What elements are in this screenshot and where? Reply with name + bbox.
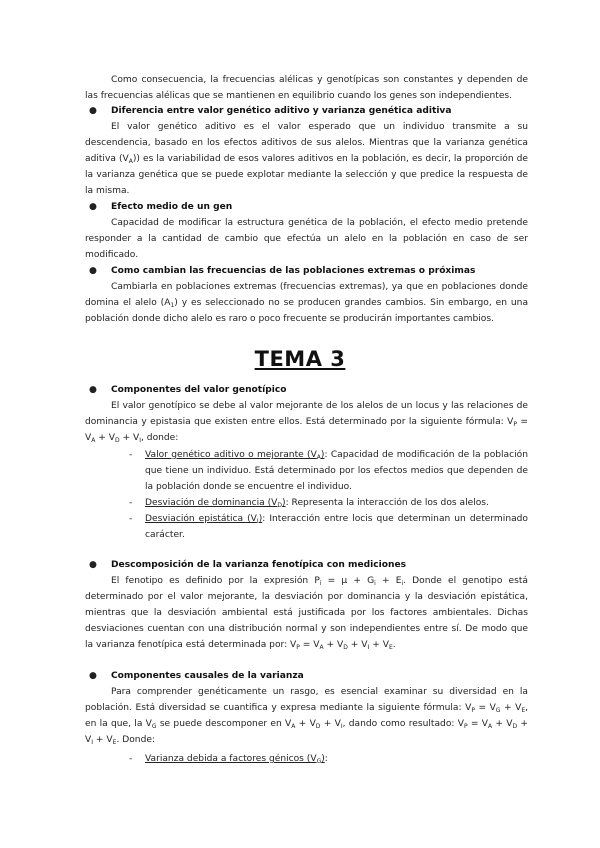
paragraph-descomposicion: El fenotipo es definido por la expresión $P_i = \mu + G_i + E_i$. Donde el genotipo está determinado por el valor mejorante, la desviación por dominancia y la desviación epistática, mientras que la desviación ambiental está justificada por los factores ambientales. Dichas desviaciones cuentan con una distribución normal y son independientes entre sí. De modo que la varianza fenotípica está determinada por: $V_P = V_A + V_D + V_I + V_E$.	[85, 576, 528, 651]
list-item: - Desviación de dominancia $(V_D)$: Representa la interacción de los dos alelos.	[129, 498, 489, 509]
sub-list	[85, 447, 528, 543]
page-title: TEMA 3	[254, 347, 346, 371]
section-componentes-causales	[85, 668, 528, 767]
paragraph-genotipico: El valor genotípico se debe al valor mejorante de los alelos de un locus y las relaciones de dominancia y epistasia que existen entre ellos. Está determinado por la siguiente fórmula: $V_P = V_A + V_D + V_I$, donde:	[85, 401, 528, 444]
bullet-heading	[85, 199, 528, 215]
bullet-title: Diferencia entre valor genético aditivo y varianza genética aditiva	[111, 106, 452, 116]
bullet-icon: ●	[89, 385, 97, 395]
paragraph-aditivo: El valor genético aditivo es el valor esperado que un individuo transmite a su descendencia, basado en los efectos aditivos de sus alelos. Mientras que la varianza genética aditiva $(V_A)$) es la variabilidad de esos valores aditivos en la población, es decir, la proporción de la varianza genética que se puede explotar mediante la selección y que predice la respuesta de la misma.	[85, 122, 528, 196]
list-item: - Valor genético aditivo o mejorante $(V_A)$: Capacidad de modificación de la población que tiene un individuo. Está determinado por los efectos medios que dependen de la población donde se encuentre el individuo.	[129, 450, 528, 492]
bullet-heading	[85, 668, 528, 684]
bullet-title: Componentes causales de la varianza	[111, 671, 304, 681]
list-item: - Varianza debida a factores génicos $(V_G)$:	[129, 754, 328, 765]
paragraph-frecuencias: Cambiarla en poblaciones extremas (frecuencias extremas), ya que en poblaciones donde domina el alelo $(A_1)$ y es seleccionado no se producen grandes cambios. Sin embargo, en una población donde dicho alelo es raro o poco frecuente se producirán importantes cambios.	[85, 282, 529, 324]
bullet-heading	[85, 382, 528, 398]
section-componentes-genotipico	[85, 382, 528, 543]
section-efecto-medio	[85, 199, 528, 263]
list-item: - Desviación epistática $(V_I)$: Interacción entre locis que determinan un determinado carácter.	[129, 514, 528, 540]
bullet-title: Efecto medio de un gen	[111, 202, 233, 212]
section-frecuencias-extremas	[85, 263, 528, 327]
section-aditivo	[85, 103, 528, 199]
bullet-icon: ●	[89, 202, 97, 212]
paragraph-text: Como consecuencia, la frecuencias alélicas y genotípicas son constantes y dependen de las frecuencias alélicas que se mantienen en equilibrio cuando los genes son independientes.	[85, 75, 528, 101]
sub-list	[85, 751, 528, 767]
bullet-icon: ●	[89, 560, 97, 570]
bullet-heading	[85, 103, 528, 119]
bullet-heading	[85, 557, 528, 573]
bullet-title: Componentes del valor genotípico	[111, 385, 287, 395]
bullet-title: Como cambian las frecuencias de las poblaciones extremas o próximas	[111, 266, 476, 276]
bullet-icon: ●	[89, 266, 97, 276]
paragraph-causales: Para comprender genéticamente un rasgo, es esencial examinar su diversidad en la población. Está diversidad se cuantifica y expresa mediante la siguiente fórmula: $V_P = V_G + V_E$, en la que, la $V_G$ se puede descomponer en $V_A + V_D + V_I$, dando como resultado: $V_P = V_A + V_D + V_I + V_E$. Donde:	[85, 687, 529, 746]
bullet-heading	[85, 263, 528, 279]
section-descomposicion	[85, 557, 528, 653]
paragraph-efecto-medio: Capacidad de modificar la estructura genética de la población, el efecto medio pretende responder a la cantidad de cambio que efectúa un alelo en la población en caso de ser modificado.	[85, 218, 528, 260]
bullet-title: Descomposición de la varianza fenotípica con mediciones	[111, 560, 407, 570]
bullet-icon: ●	[89, 106, 97, 116]
bullet-icon: ●	[89, 671, 97, 681]
paragraph-intro	[85, 72, 528, 104]
